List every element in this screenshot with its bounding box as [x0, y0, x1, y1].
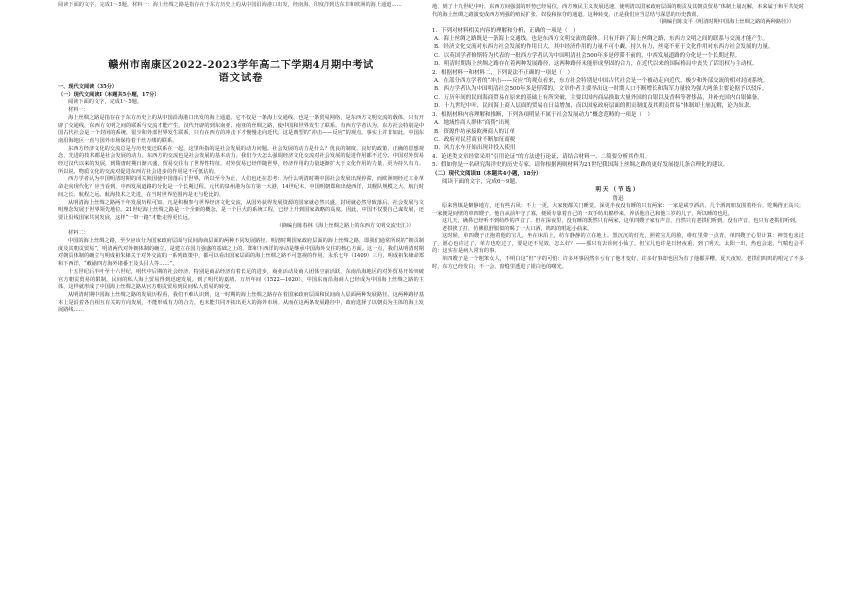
paragraph: 单四嫂子是一个粗笨女人，不明白这“但”字的可怕：许多坏事固然幸亏有了他才变好，许多好事却也因为有了他都弄糟。夏天夜短，老拱们呜呜的唱完了不多时，东方已经发白；不一会，窗缝里透进了银白色的曙光。: [432, 256, 804, 270]
option: D．十九世纪中叶，民间海上商人层面的贸易在日益增加，而以国家政府层面的朝贡制度及其朝贡贸易“体制却土崩瓦解，论为奴隶。: [434, 103, 755, 110]
question: 4．论述类文章经常采用“引用论证”的方法进行论证，请结合材料一、二简要分析其作用。: [432, 153, 651, 160]
header-intro-text: 阅读下面的文字，完成1～5题。材料一：海上丝绸之路是指存在于东方历史上的从中国沿海港口出发，经南海、印度洋到达东非和欧洲的海上通道……: [58, 2, 402, 8]
paragraph: 西方学者认为中国明清时期的闭关锁国使中国落后于世界，所以至今为止，人们也还在思考：为什么明清时期中国社会发展出现停滞，而欧洲则经过工业革命走向现代化？应当看到，中西发展道路的分化是一个长期过程。元代的泉州港为东方第一大港，14世纪末，中国明朝郑和出使西洋，其舰队规模之大、航行时间之长、航程之远、航海技术之先进，在当时世界范围内是无与伦比的。: [58, 176, 424, 198]
passage-title: 明天（节选）: [595, 187, 641, 194]
option: B．西方学者认为中国明清社会500年多是停滞的，文章作者主要举出这一时期人口不断增长和海军力量较为强大两条主要论据予以驳斥。: [434, 86, 768, 93]
question: 5．假如你是一名研究海洋史的历史专家，请你根据两则材料为21世纪我国海上丝绸之路的更好发展提几条合理化的建议。: [432, 162, 729, 169]
left-body: [58, 84, 424, 315]
option: A．海上丝绸之路既是一条海上交通线，也是东西方文明交流的载体。只有开辟了海上丝绸之路，东西方文明之间的联系与交流才能产生。: [434, 36, 768, 43]
instruction: 阅读下面的文字，完成6～9题。: [442, 178, 521, 185]
option: B．资源作坊承接欧洲商人的订单: [434, 128, 516, 135]
paragraph: 东西方经济文化的交流总是与历史变迁联系在一起，这里所指的是社会发展的动力问题。社会发展的动力是什么？优良的制度、良好的政策、正确的思想观念，先进的技术都是社会发展的动力。东西方的交流也是社会发展的基本动力。我们今天怎么强调经济文化交流对社会发展的促进作用都不过分。中国对外贸易经过汉代以来的发展，到隋唐时期日渐兴盛，贸易交往有了世界性特征。对外贸易已经伴随世界，经济作用的力量逐渐扩大于文化作用的力量，更为持久有力。所以说，物质文化的交流对促进东西方社会进步的作用是不可低估的。: [58, 145, 424, 175]
paragraph: 地，到了十九世纪中叶，东西方间强弱的形势已经易位，西方殖民主义发展迅速，使明清以国家政府层面的朝贡及其朝贡贸易”体制土崩瓦解，本来属于和平共处时代的海上丝绸之路演变成西方列强的殖民扩张、奴役和掠夺的通道。这种转变，正是我们应当总结与深思的历史教训。: [432, 4, 804, 18]
paragraph: 海上丝绸之路是指存在于东方历史上的从中国沿海港口出发的海上通道，它不仅是一条海上交通线，也是一条贸易网络，是东西方文明交流的载体。只有开辟了交通线，东西方文明之间的联系与交流才能产生。汉代开辟的到东南亚、南亚的丝绸之路，使中国和世界发生了联系。有西方学者认为，东方社会特别是中国古代社会是一个封闭的系统，很少和外部世界发生联系，只有在西方的冲击下才慢慢走向近代。这是典型的“冲击——反应”的观点。事实上并非如此，中国东南沿海地区一直与国外市场保持着千丝万缕的联系。: [58, 114, 424, 144]
option: A．地域性商人群体“商帮”出现: [434, 120, 510, 127]
page-title: 赣州市南康区2022-2023学年高二下学期4月期中考试: [108, 59, 374, 71]
question: 3．根据材料内容理解和推断，下列各项明显不属于社会发展动力“概念范畴的一项是（ ）: [432, 111, 653, 118]
paragraph: 从明清时期中国海上丝绸之路的发展历程看，我们不难认识到，这一时期的海上丝绸之路存在着国家政府层面和民间商人层面两种发展路径。这两种路径基本上是沿着各自相互有关的方向发展，不能形成有力的合力，也未能共同开拓出更大的海外市场。从而在这两条发展路径中，政府选择了以朝贡为主体的海上发展路线……: [58, 291, 424, 314]
option: D．风力水车开始出现并投入使用: [434, 145, 516, 152]
source-citation: （摘编自陈春林《海上丝绸之路上的东西方文明交流史汇》）: [276, 222, 414, 229]
option: D．明清时期海上丝绸之路存在着两种发展路径，这两种路径未能形成坚固的合力，在近代以来的国际格局中丧失了话语权与主动权。: [434, 61, 758, 68]
paragraph: 老拱挨了打，仿佛很舒服似的喝了一大口酒，呜呜的唱起小曲来。: [442, 225, 593, 232]
paragraph: 原来鲁镇是僻静地方，还有些古风：不上一更，大家便都关门睡觉。深更半夜没有睡的只有两家：一家是咸亨酒店，几个酒肉朋友围着柜台，吃喝得正高兴；一家便是间壁的单四嫂子，他自从前年守了寡，便须专靠着自己的一双手纺出棉纱来，养活他自己和他三岁的儿子，所以睡的也迟。: [432, 203, 804, 217]
question: 1．下列对材料相关内容的理解和分析，正确的一项是（ ）: [432, 27, 579, 34]
page-subtitle: 语文试卷: [218, 72, 264, 84]
right-body: [432, 4, 804, 271]
section-heading: 一、现代文阅读（35分）: [58, 84, 118, 90]
option: C．万历年间的民间海商贸易在原来的基础上有所突破，主要以国内商品换取大量外国的白银以及香料等奢侈品，并补充国内白银储备。: [434, 94, 763, 101]
question: 2．根据材料一和材料二，下列说法不正确的一项是（ ）: [432, 69, 574, 76]
option: C．以英国学者修斯特为代表的一批西方学者认为中国明清社会500年多是停滞不前的，中西发展道路的分化是一个长期过程。: [434, 52, 741, 59]
subsection-heading: （二）现代文阅读Ⅱ（本题共4小题，18分）: [432, 170, 542, 177]
option: B．经济文化交流对东西方社会发展的作用日大，其中经济作用的力量不可小觑，持久有力，丝毫不亚于文化作用对东西方社会发展的力量。: [434, 44, 774, 51]
paragraph: 十五世纪后半叶至十六世纪，明代中后期的社会经济，特别是商品经济有着长足的进步，商业活动及商人团体空前活跃，东南沿海地区的对外贸易开始突破官方朝贡贸易的限制。民间的私人海上贸易得到迅速发展。到了明代的嘉靖、万历年间（1522—1620），中国东南沿海商人已经成为中国海上丝绸之路的主体，这样就形成了中国海上丝绸之路从官方朝贡贸易到民间私人贸易的转变。: [58, 268, 424, 291]
passage-author: 鲁迅: [612, 195, 624, 202]
paragraph: 中国的海上丝绸之路，至少应该分为国家政府层面与民间海商层面的两种不同发展路径。明清时期国家政府层面的海上丝绸之路，即我们通常所说的“朝贡制度及其朝贡贸易”，明清两代对外朝体制的确立，是建立在国力强盛的基础之上的。郑和下西洋的举动是继承中国海外交往的核心方面。这一点，我们从明清时期对朝贡体制的确立与明成祖朱棣关于对外交流的一系列政策中，都可以看出国家层面的海上丝绸之路不可忽视的作用。永乐七年（1409）三月，明成祖朱棣命郑和下西洋，“敕谕四方海外诸番王及头目人等……”。: [58, 238, 424, 268]
option: A．在部分西方学者的“冲击——反应”的观点看来，东方社会特别是中国古代社会是一个被动走向近代，极少和外部交流的相对封闭系统。: [434, 78, 769, 85]
source-citation: （摘编自陈支平《明清时期中国海上丝绸之路的两种路径》）: [656, 19, 794, 26]
option: C．政府对民营商业不断加征商税: [434, 136, 516, 143]
paragraph: 从明清海上丝绸之路两千年发展历程可知，凡是积极参与世界经济文化交流，从国外获得发展资源的国家就必然兴盛，封闭就必然导致落后。社会发展与文明理念发展于世界领先地位。21世纪海上丝绸之路是一个全新的概念，是一个巨大的系统工程，已经上升到国家战略的高度。因此，中国不仅要自己谋发展，还要让沿线国家共同发展，这样“一带一路”才能走得更长远。: [58, 199, 424, 221]
instruction: 阅读下面的文字，完成1～5题。: [68, 99, 143, 106]
subsection-heading: （一）现代文阅读Ⅰ（本题共5小题，17分）: [58, 91, 160, 98]
material-label: 材料二：: [68, 230, 89, 237]
paragraph: 这几天，确鼻已经听不到纺纱的声音了。但在深夜里，没有睡的既然只有两家，这单四嫂子家有声音，自然只有老拱们听到，没有声音，也只有老拱们听到。: [442, 218, 800, 225]
material-label: 材料一：: [68, 107, 89, 114]
paragraph: 这时候，单四嫂子正抱着他的宝儿，坐在床沿上，纺车静静的立在地上。黑沉沉的灯光，照着宝儿的脸，绯红里带一点青。单四嫂子心里计算：神签也求过了，愿心也许过了，单方也吃过了，要是还不见效，怎么好？——那只有去诊何小仙了。但宝儿也许是日轻夜重，到了明天，太阳一出，热也会退，气喘也会平的：这实在是病人常有的事。: [432, 233, 804, 255]
